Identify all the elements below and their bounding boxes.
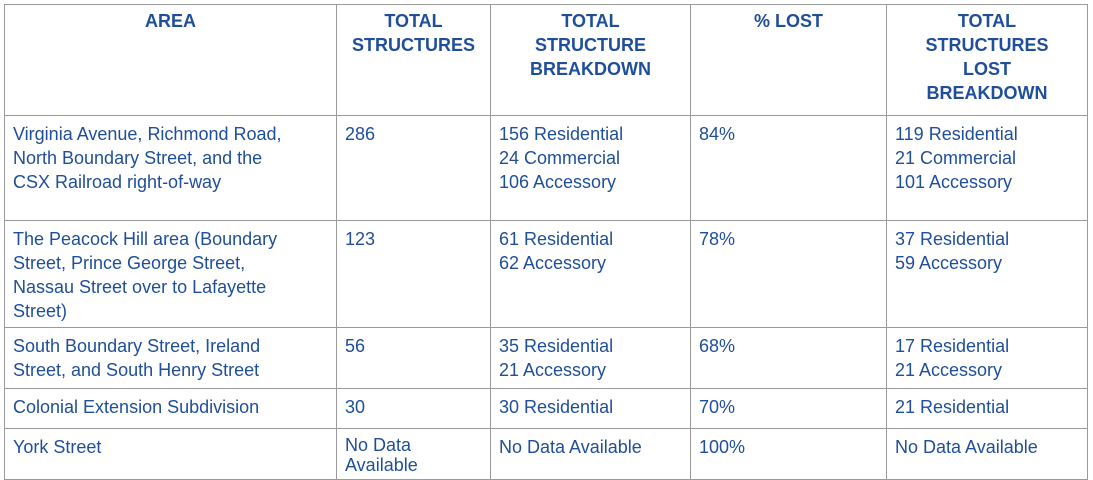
- cell-total-structures: 286: [337, 116, 491, 221]
- table-row: [5, 221, 1088, 328]
- header-area: AREA: [5, 5, 337, 116]
- header-total-structure-breakdown: TOTAL STRUCTURE BREAKDOWN: [491, 5, 691, 116]
- cell-structure-breakdown: 61 Residential 62 Accessory: [491, 221, 691, 328]
- cell-lost-breakdown: 17 Residential 21 Accessory: [887, 328, 1088, 389]
- table-row: [5, 116, 1088, 221]
- cell-structure-breakdown: 30 Residential: [491, 389, 691, 429]
- cell-lost-breakdown: 119 Residential 21 Commercial 101 Accessory: [887, 116, 1088, 221]
- cell-area: Colonial Extension Subdivision: [5, 389, 337, 429]
- cell-structure-breakdown: 156 Residential 24 Commercial 106 Accessory: [491, 116, 691, 221]
- table-row: [5, 429, 1088, 480]
- cell-percent-lost: 68%: [691, 328, 887, 389]
- cell-percent-lost: 84%: [691, 116, 887, 221]
- cell-lost-breakdown: 21 Residential: [887, 389, 1088, 429]
- header-total-structures-lost-breakdown: TOTAL STRUCTURES LOST BREAKDOWN: [887, 5, 1088, 116]
- header-total-structures: TOTAL STRUCTURES: [337, 5, 491, 116]
- table-row: [5, 389, 1088, 429]
- cell-area: York Street: [5, 429, 337, 480]
- cell-area: Virginia Avenue, Richmond Road, North Boundary Street, and the CSX Railroad right-of-way: [5, 116, 337, 221]
- cell-percent-lost: 100%: [691, 429, 887, 480]
- cell-total-structures: 123: [337, 221, 491, 328]
- cell-total-structures: 56: [337, 328, 491, 389]
- cell-structure-breakdown: No Data Available: [491, 429, 691, 480]
- header-percent-lost: % LOST: [691, 5, 887, 116]
- cell-total-structures: No Data Available: [337, 429, 491, 480]
- cell-structure-breakdown: 35 Residential 21 Accessory: [491, 328, 691, 389]
- structures-lost-table: [4, 4, 1088, 480]
- cell-area: The Peacock Hill area (Boundary Street, Prince George Street, Nassau Street over to Lafayette Street): [5, 221, 337, 328]
- cell-total-structures: 30: [337, 389, 491, 429]
- cell-percent-lost: 70%: [691, 389, 887, 429]
- cell-lost-breakdown: No Data Available: [887, 429, 1088, 480]
- cell-lost-breakdown: 37 Residential 59 Accessory: [887, 221, 1088, 328]
- table-row: [5, 328, 1088, 389]
- cell-area: South Boundary Street, Ireland Street, and South Henry Street: [5, 328, 337, 389]
- cell-percent-lost: 78%: [691, 221, 887, 328]
- header-row: [5, 5, 1088, 116]
